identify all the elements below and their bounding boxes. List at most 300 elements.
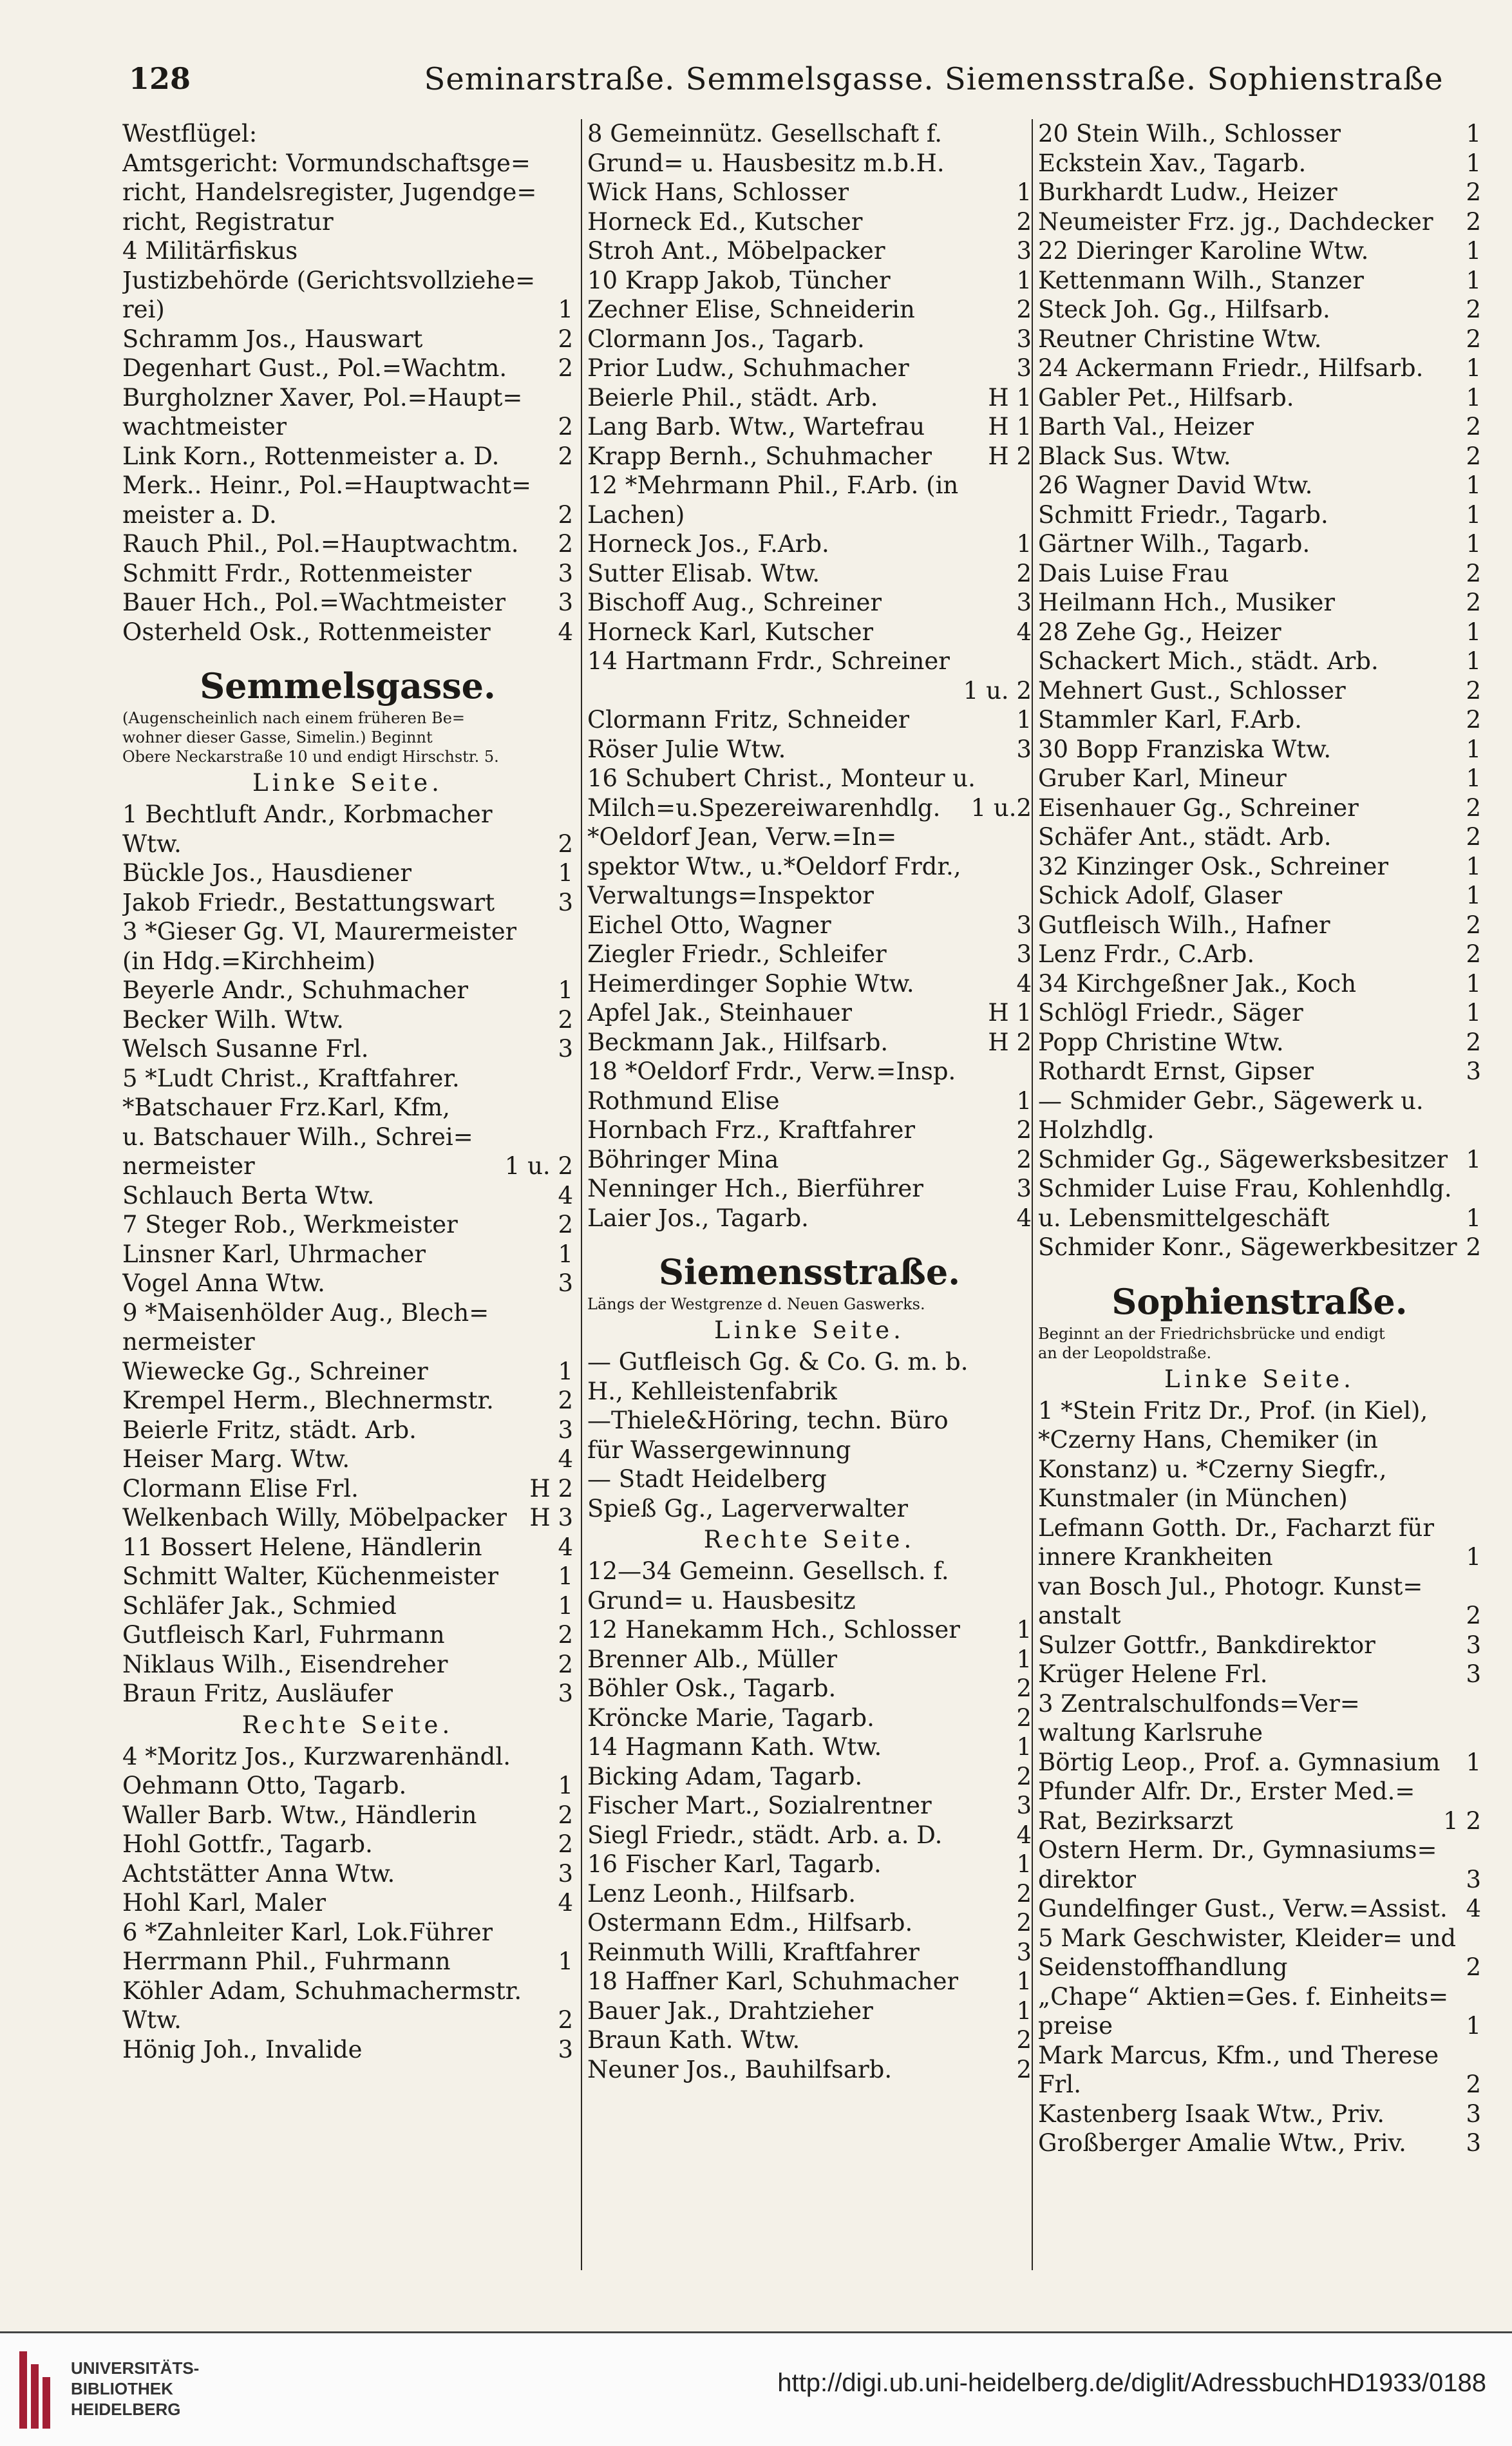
entry-text: *Batschauer Frz.Karl, Kfm, [122, 1094, 450, 1121]
directory-entry [122, 383, 573, 413]
directory-entry [1038, 1484, 1481, 1513]
entry-text: Oehmann Otto, Tagarb. [122, 1772, 407, 1799]
entry-text: 14 Hartmann Frdr., Schreiner [587, 647, 950, 675]
directory-entry [1038, 793, 1481, 823]
entry-floor: 1 u. 2 [504, 1152, 573, 1180]
entry-floor: 2 [1466, 676, 1481, 705]
entry-text: richt, Handelsregister, Jugendge= [122, 178, 537, 206]
directory-entry [122, 325, 573, 354]
directory-entry [122, 1123, 573, 1152]
entry-text: 6 *Zahnleiter Karl, Lok.Führer [122, 1918, 493, 1946]
directory-entry [587, 1879, 1032, 1909]
directory-entry [1038, 1777, 1481, 1806]
directory-entry [122, 1650, 573, 1680]
siemensstrasse-continued-entries [1038, 119, 1481, 1262]
entry-text: Eckstein Xav., Tagarb. [1038, 149, 1307, 177]
directory-entry [587, 1732, 1032, 1762]
directory-entry [587, 1762, 1032, 1792]
entry-text: Beckmann Jak., Hilfsarb. [587, 1028, 889, 1056]
directory-entry [122, 1888, 573, 1918]
right-side-heading: Rechte Seite. [703, 1526, 916, 1553]
entry-text: Horneck Ed., Kutscher [587, 207, 863, 236]
directory-entry [1038, 588, 1481, 618]
directory-entry [1038, 266, 1481, 296]
entry-floor: 1 [1016, 1645, 1032, 1673]
entry-floor: 2 [1466, 442, 1481, 470]
directory-entry [1038, 1601, 1481, 1631]
directory-entry [122, 800, 573, 830]
entry-text: Pfunder Alfr. Dr., Erster Med.= [1038, 1778, 1415, 1805]
entry-floor: 4 [1016, 1204, 1032, 1232]
directory-entry [587, 793, 1032, 823]
directory-entry [587, 1436, 1032, 1465]
entry-text: 10 Krapp Jakob, Tüncher [587, 266, 891, 294]
entry-floor: 1 [1016, 266, 1032, 294]
entry-text: Konstanz) u. *Czerny Siegfr., [1038, 1455, 1387, 1483]
siemensstrasse-left-entries [587, 1347, 1032, 1523]
entry-floor: 1 [558, 1240, 573, 1268]
directory-entry [122, 1679, 573, 1709]
entry-floor: 1 [1466, 1543, 1481, 1571]
entry-floor: 1 [558, 1591, 573, 1620]
directory-entry [122, 858, 573, 888]
entry-text: Kettenmann Wilh., Stanzer [1038, 266, 1364, 294]
entry-floor: 2 [1016, 559, 1032, 587]
page-header [0, 61, 1512, 106]
directory-entry [1038, 1513, 1481, 1543]
directory-entry [1038, 1718, 1481, 1748]
entry-text: Justizbehörde (Gerichtsvollziehe= [122, 266, 536, 294]
directory-entry [122, 1093, 573, 1123]
entry-text: Becker Wilh. Wtw. [122, 1005, 344, 1034]
entry-text: Burgholzner Xaver, Pol.=Haupt= [122, 383, 523, 412]
directory-entry [122, 588, 573, 618]
entry-text: Prior Ludw., Schuhmacher [587, 354, 909, 382]
directory-entry [1038, 1572, 1481, 1602]
entry-floor: 3 [558, 559, 573, 587]
directory-entry [587, 178, 1032, 207]
entry-text: 16 Fischer Karl, Tagarb. [587, 1850, 882, 1878]
directory-entry [587, 998, 1032, 1028]
directory-entry [1038, 178, 1481, 207]
entry-text: Bicking Adam, Tagarb. [587, 1762, 863, 1790]
entry-text: 5 *Ludt Christ., Kraftfahrer. [122, 1064, 460, 1092]
entry-floor: 2 [558, 1211, 573, 1238]
entry-floor: 3 [1016, 1792, 1032, 1819]
directory-entry [587, 705, 1032, 735]
directory-entry [587, 1145, 1032, 1175]
entry-floor: 2 [1016, 2026, 1032, 2054]
entry-text: Schäfer Ant., städt. Arb. [1038, 823, 1332, 851]
entry-text: 12 Hanekamm Hch., Schlosser [587, 1616, 960, 1644]
directory-entry [1038, 2070, 1481, 2100]
entry-text: 3 Zentralschulfonds=Ver= [1038, 1689, 1360, 1718]
directory-entry [587, 1204, 1032, 1233]
entry-text: Beierle Phil., städt. Arb. [587, 383, 878, 412]
entry-text: Osterheld Osk., Rottenmeister [122, 618, 491, 646]
entry-text: Seidenstoffhandlung [1038, 1953, 1288, 1981]
directory-entry [1038, 1748, 1481, 1778]
entry-floor: 2 [1466, 1028, 1481, 1056]
directory-entry [587, 1494, 1032, 1524]
description-line: Beginnt an der Friedrichsbrücke und endigt [1038, 1324, 1385, 1343]
entry-text: Rothardt Ernst, Gipser [1038, 1057, 1314, 1085]
entry-text: Apfel Jak., Steinhauer [587, 999, 853, 1027]
entry-floor: 3 [1466, 2100, 1481, 2128]
entry-text: 5 Mark Geschwister, Kleider= und [1038, 1924, 1457, 1952]
entry-text: meister a. D. [122, 500, 277, 529]
directory-entry [122, 1152, 573, 1181]
directory-entry [587, 383, 1032, 413]
entry-floor: 2 [1466, 207, 1481, 236]
directory-entry [122, 1801, 573, 1830]
entry-text: nermeister [122, 1328, 255, 1356]
entry-text: Milch=u.Spezereiwarenhdlg. [587, 793, 941, 822]
entry-text: — Schmider Gebr., Sägewerk u. [1038, 1086, 1424, 1115]
directory-entry [122, 1005, 573, 1035]
entry-floor: 2 [558, 354, 573, 382]
directory-entry [1038, 2128, 1481, 2158]
entry-floor: 2 [558, 1830, 573, 1858]
entry-text: Bauer Jak., Drahtzieher [587, 1996, 873, 2025]
entry-floor: 1 [1466, 120, 1481, 147]
entry-floor: 2 [1466, 589, 1481, 616]
directory-entry [587, 1645, 1032, 1674]
directory-entry [587, 529, 1032, 559]
entry-floor: 3 [1466, 1660, 1481, 1688]
entry-text: —Thiele&Höring, techn. Büro [587, 1407, 949, 1434]
directory-entry [122, 1181, 573, 1211]
directory-entry [1038, 1982, 1481, 2012]
directory-entry [1038, 149, 1481, 178]
entry-floor: 3 [558, 888, 573, 916]
entry-text: Gabler Pet., Hilfsarb. [1038, 383, 1294, 412]
entry-text: *Czerny Hans, Chemiker (in [1038, 1426, 1378, 1454]
directory-entry [122, 500, 573, 530]
library-name-line: UNIVERSITÄTS- [71, 2358, 200, 2378]
entry-text: 9 *Maisenhölder Aug., Blech= [122, 1298, 489, 1327]
entry-text: Schmitt Walter, Küchenmeister [122, 1562, 499, 1590]
entry-floor: 1 u. 2 [963, 676, 1032, 705]
directory-entry [587, 1057, 1032, 1086]
directory-entry [122, 471, 573, 500]
entry-floor: 3 [1016, 1175, 1032, 1202]
entry-text: Mehnert Gust., Schlosser [1038, 676, 1346, 705]
entry-text: Clormann Fritz, Schneider [587, 706, 910, 734]
entry-text: Krempel Herm., Blechnermstr. [122, 1387, 494, 1414]
description-line: wohner dieser Gasse, Simelin.) Beginnt [122, 728, 433, 746]
entry-text: waltung Karlsruhe [1038, 1719, 1263, 1747]
entry-text: Linsner Karl, Uhrmacher [122, 1240, 426, 1268]
entry-floor: 2 [1016, 1879, 1032, 1908]
entry-text: für Wassergewinnung [587, 1436, 851, 1464]
entry-floor: 1 [1466, 383, 1481, 412]
entry-text: nermeister [122, 1152, 255, 1180]
directory-entry [1038, 822, 1481, 852]
entry-floor: 2 [558, 1621, 573, 1649]
directory-entry [1038, 1396, 1481, 1426]
entry-text: Lefmann Gotth. Dr., Facharzt für [1038, 1513, 1435, 1542]
entry-text: direktor [1038, 1865, 1137, 1893]
entry-floor: 4 [558, 1533, 573, 1561]
entry-floor: 2 [558, 325, 573, 353]
description-line: (Augenscheinlich nach einem früheren Be= [122, 709, 466, 727]
entry-floor: 2 [1466, 911, 1481, 939]
entry-text: Böhler Osk., Tagarb. [587, 1674, 836, 1702]
directory-entry [122, 947, 573, 976]
directory-entry [1038, 119, 1481, 149]
directory-entry [122, 1386, 573, 1416]
directory-entry [587, 295, 1032, 325]
entry-text: Wick Hans, Schlosser [587, 178, 849, 206]
entry-text: Schmider Konr., Sägewerkbesitzer [1038, 1233, 1457, 1261]
entry-text: Rauch Phil., Pol.=Hauptwachtm. [122, 530, 519, 558]
entry-text: Böhringer Mina [587, 1145, 779, 1173]
directory-entry [587, 676, 1032, 706]
entry-floor: 2 [1016, 296, 1032, 323]
directory-entry [122, 1034, 573, 1064]
entry-floor: 2 [558, 1801, 573, 1829]
entry-text: Merk.. Heinr., Pol.=Hauptwacht= [122, 471, 532, 499]
entry-floor: 1 [1016, 1850, 1032, 1878]
directory-entry [122, 1591, 573, 1621]
entry-floor: 1 [1466, 618, 1481, 646]
entry-floor: 2 [1016, 1762, 1032, 1790]
entry-text: Grund= u. Hausbesitz m.b.H. [587, 149, 945, 177]
entry-text: Großberger Amalie Wtw., Priv. [1038, 2129, 1406, 2157]
directory-entry [122, 149, 573, 178]
entry-floor: 1 [1466, 999, 1481, 1027]
entry-floor: 4 [1016, 969, 1032, 998]
directory-entry [122, 1947, 573, 1977]
entry-text: (in Hdg.=Kirchheim) [122, 947, 376, 975]
entry-floor: 3 [1016, 735, 1032, 763]
entry-floor: 1 [1466, 882, 1481, 909]
directory-entry [587, 1996, 1032, 2026]
directory-entry [1038, 1174, 1481, 1204]
entry-floor: H 3 [529, 1504, 573, 1531]
directory-entry [1038, 1806, 1481, 1836]
entry-floor: 2 [558, 2006, 573, 2034]
directory-entry [1038, 325, 1481, 354]
directory-entry [122, 1357, 573, 1387]
directory-entry [122, 295, 573, 325]
entry-text: Clormann Jos., Tagarb. [587, 325, 865, 353]
entry-floor: 2 [558, 442, 573, 470]
directory-entry [587, 1908, 1032, 1938]
entry-text: Achtstätter Anna Wtw. [122, 1859, 395, 1888]
left-side-heading: Linke Seite. [252, 769, 443, 797]
entry-floor: 1 [1466, 2012, 1481, 2040]
directory-entry [587, 471, 1032, 500]
directory-entry [122, 1533, 573, 1562]
entry-floor: 2 [558, 413, 573, 441]
entry-text: Beyerle Andr., Schuhmacher [122, 976, 469, 1004]
entry-text: Wiewecke Gg., Schreiner [122, 1357, 428, 1385]
entry-text: Hornbach Frz., Kraftfahrer [587, 1116, 916, 1144]
entry-floor: 3 [1016, 1938, 1032, 1966]
entry-text: Amtsgericht: Vormundschaftsge= [122, 149, 531, 177]
directory-entry [587, 852, 1032, 882]
entry-text: Sulzer Gottfr., Bankdirektor [1038, 1631, 1375, 1659]
entry-floor: 4 [1016, 618, 1032, 646]
entry-text: Heimerdinger Sophie Wtw. [587, 969, 914, 998]
entry-floor: 1 [1466, 530, 1481, 558]
entry-text: Röser Julie Wtw. [587, 735, 786, 763]
entry-text: u. Batschauer Wilh., Schrei= [122, 1123, 473, 1151]
entry-text: van Bosch Jul., Photogr. Kunst= [1038, 1572, 1423, 1600]
directory-entry [587, 1967, 1032, 1996]
page-number: 128 [129, 61, 191, 96]
entry-floor: 1 [1016, 178, 1032, 206]
entry-floor: 1 [558, 859, 573, 887]
entry-text: 1 *Stein Fritz Dr., Prof. (in Kiel), [1038, 1396, 1428, 1425]
entry-text: Wtw. [122, 830, 182, 858]
entry-text: Schmider Luise Frau, Kohlenhdlg. [1038, 1175, 1452, 1202]
entry-floor: H 1 [988, 413, 1032, 441]
entry-text: Bischoff Aug., Schreiner [587, 589, 882, 616]
directory-entry [122, 207, 573, 237]
directory-entry [1038, 998, 1481, 1028]
entry-text: Welkenbach Willy, Möbelpacker [122, 1504, 507, 1531]
directory-entry [587, 1557, 1032, 1586]
entry-text: preise [1038, 2012, 1113, 2040]
directory-entry [1038, 940, 1481, 969]
entry-text: Hohl Karl, Maler [122, 1889, 326, 1917]
entry-floor: 2 [1016, 1909, 1032, 1937]
entry-text: 14 Hagmann Kath. Wtw. [587, 1733, 882, 1761]
street-description [587, 1294, 1032, 1314]
directory-entry [122, 1474, 573, 1504]
entry-floor: 2 [1466, 325, 1481, 353]
directory-entry [1038, 1233, 1481, 1262]
directory-entry [1038, 1425, 1481, 1455]
entry-text: Fischer Mart., Sozialrentner [587, 1792, 932, 1819]
directory-entry [587, 881, 1032, 911]
entry-text: Steck Joh. Gg., Hilfsarb. [1038, 296, 1330, 323]
westfluegel-entries [122, 119, 573, 647]
entry-text: Reutner Christine Wtw. [1038, 325, 1322, 353]
entry-text: Heilmann Hch., Musiker [1038, 589, 1336, 616]
entry-text: u. Lebensmittelgeschäft [1038, 1204, 1330, 1232]
entry-text: anstalt [1038, 1602, 1121, 1629]
directory-entry [1038, 735, 1481, 764]
entry-floor: 1 [1466, 237, 1481, 265]
entry-floor: 3 [558, 1859, 573, 1888]
entry-floor: H 1 [988, 999, 1032, 1027]
directory-entry [122, 1620, 573, 1650]
entry-text: Lenz Frdr., C.Arb. [1038, 940, 1255, 968]
directory-entry [122, 1210, 573, 1240]
entry-text: rei) [122, 296, 165, 323]
source-url-link[interactable]: http://digi.ub.uni-heidelberg.de/diglit/AdressbuchHD1933/0188 [777, 2369, 1486, 2397]
entry-text: Kastenberg Isaak Wtw., Priv. [1038, 2100, 1385, 2128]
entry-text: Herrmann Phil., Fuhrmann [122, 1948, 451, 1975]
directory-entry [587, 1938, 1032, 1967]
directory-entry [587, 1850, 1032, 1879]
entry-floor: 1 [558, 296, 573, 323]
entry-text: 1 Bechtluft Andr., Korbmacher [122, 801, 493, 828]
directory-entry [1038, 559, 1481, 589]
directory-entry [122, 1771, 573, 1801]
entry-text: Kunstmaler (in München) [1038, 1484, 1348, 1512]
directory-entry [587, 940, 1032, 969]
entry-floor: 2 [1466, 793, 1481, 822]
semmelsgasse-left-entries [122, 800, 573, 1709]
entry-text: Beierle Fritz, städt. Arb. [122, 1416, 417, 1444]
entry-text: Popp Christine Wtw. [1038, 1028, 1284, 1056]
entry-floor: 3 [1016, 589, 1032, 616]
entry-text: Börtig Leop., Prof. a. Gymnasium [1038, 1748, 1441, 1776]
directory-entry [1038, 1542, 1481, 1572]
entry-floor: 3 [558, 1680, 573, 1707]
entry-floor: 2 [1016, 1703, 1032, 1732]
entry-text: Köhler Adam, Schuhmachermstr. [122, 1977, 522, 2005]
entry-floor: H 2 [988, 442, 1032, 470]
entry-floor: 3 [1016, 237, 1032, 265]
directory-entry [587, 588, 1032, 618]
entry-text: Verwaltungs=Inspektor [587, 882, 874, 909]
entry-text: Schlauch Berta Wtw. [122, 1181, 375, 1209]
semmelsgasse-continued-entries [587, 119, 1032, 1233]
directory-entry [1038, 1115, 1481, 1145]
entry-floor: 2 [558, 1005, 573, 1034]
entry-floor: 3 [1016, 911, 1032, 939]
entry-text: Zechner Elise, Schneiderin [587, 296, 915, 323]
directory-entry [587, 735, 1032, 764]
directory-entry [587, 1465, 1032, 1494]
entry-text: Siegl Friedr., städt. Arb. a. D. [587, 1821, 943, 1849]
entry-text: Mark Marcus, Kfm., und Therese [1038, 2041, 1439, 2069]
directory-entry [1038, 764, 1481, 793]
directory-entry [1038, 1028, 1481, 1057]
directory-columns [122, 119, 1481, 2270]
entry-text: Schackert Mich., städt. Arb. [1038, 647, 1379, 675]
entry-text: Gutfleisch Karl, Fuhrmann [122, 1621, 445, 1649]
entry-floor: 2 [1016, 1145, 1032, 1173]
directory-entry [1038, 2041, 1481, 2071]
entry-text: richt, Registratur [122, 207, 334, 236]
entry-floor: 2 [1466, 413, 1481, 441]
entry-floor: 1 2 [1443, 1806, 1481, 1835]
directory-entry [587, 1586, 1032, 1616]
entry-text: Hohl Gottfr., Tagarb. [122, 1830, 373, 1858]
directory-entry [587, 1377, 1032, 1407]
directory-entry [587, 442, 1032, 471]
entry-text: 18 Haffner Karl, Schuhmacher [587, 1967, 959, 1995]
directory-entry [587, 1406, 1032, 1436]
entry-text: Gruber Karl, Mineur [1038, 764, 1287, 792]
entry-floor: 2 [1016, 1674, 1032, 1702]
entry-floor: 4 [558, 1445, 573, 1473]
street-heading-siemensstrasse: Siemensstraße. [659, 1251, 960, 1293]
directory-entry [122, 266, 573, 296]
directory-entry [1038, 236, 1481, 266]
library-name-line: BIBLIOTHEK [71, 2379, 173, 2398]
entry-text: Gutfleisch Wilh., Hafner [1038, 911, 1330, 939]
directory-entry [1038, 1145, 1481, 1175]
directory-entry [122, 1918, 573, 1948]
directory-entry [122, 1859, 573, 1889]
entry-floor: 1 [1466, 1145, 1481, 1173]
entry-text: 26 Wagner David Wtw. [1038, 471, 1313, 499]
entry-floor: 4 [558, 1889, 573, 1917]
directory-entry [1038, 1057, 1481, 1086]
entry-text: Ostern Herm. Dr., Gymnasiums= [1038, 1836, 1437, 1864]
entry-text: Lachen) [587, 500, 685, 529]
entry-floor: 2 [558, 500, 573, 529]
entry-floor: 1 [1466, 354, 1481, 382]
